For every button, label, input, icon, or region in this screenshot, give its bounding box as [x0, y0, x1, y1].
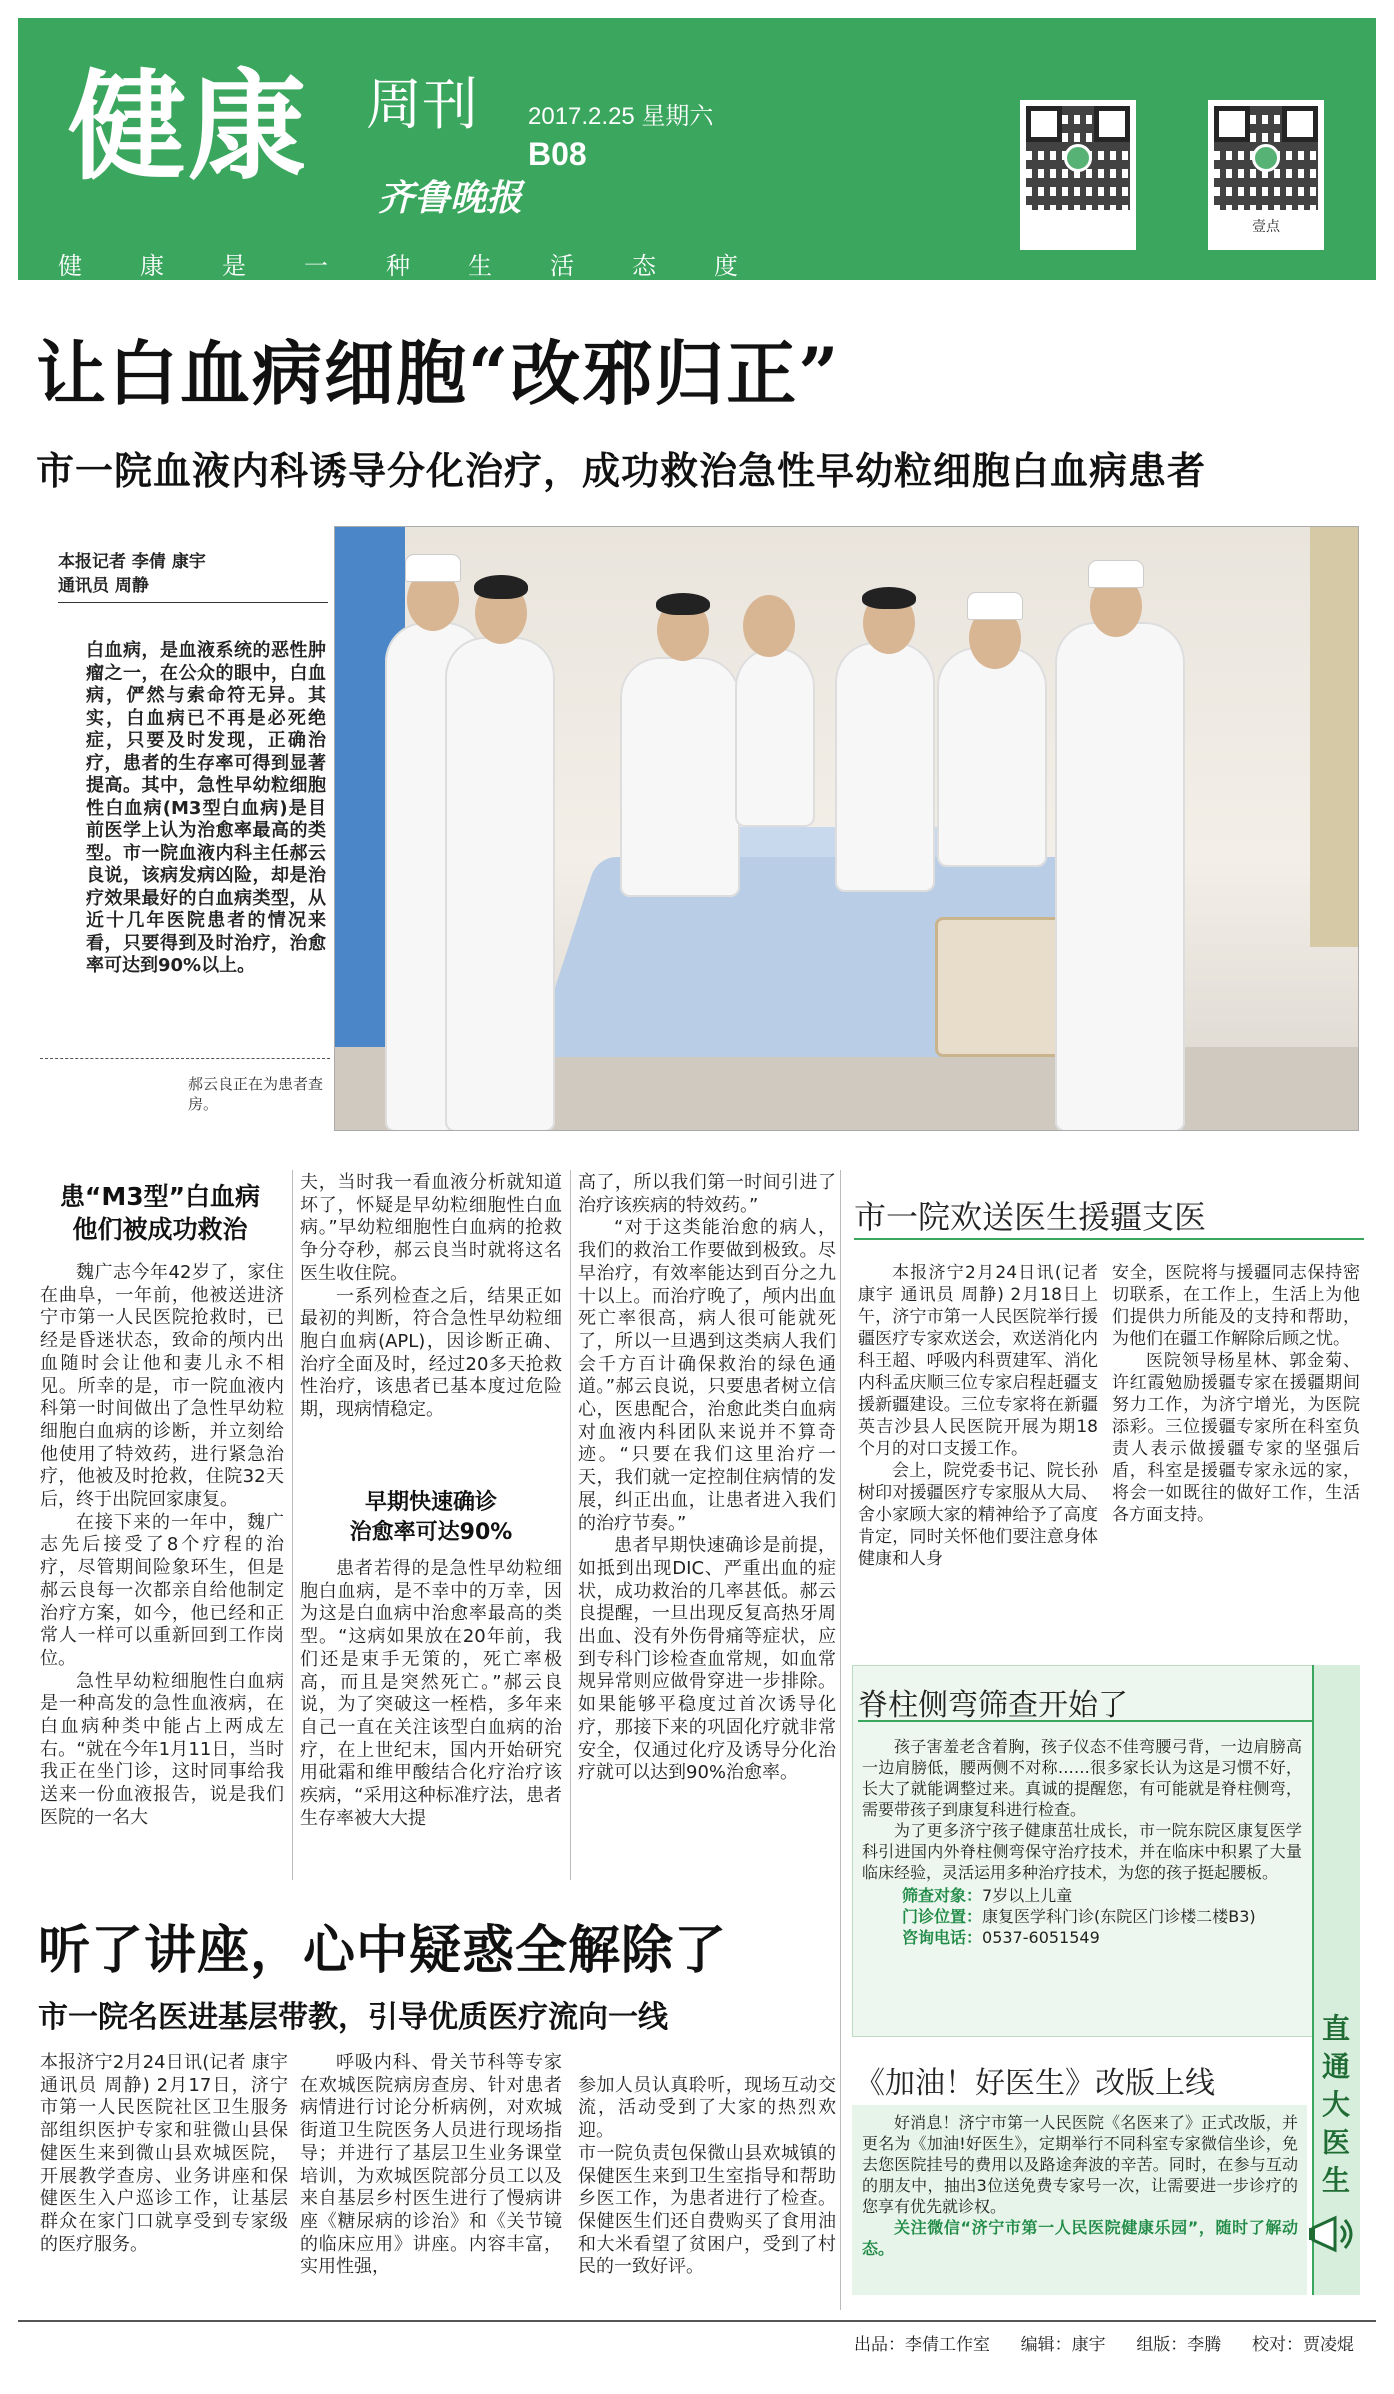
xinjiang-news-title: 市一院欢送医生援疆支医 — [854, 1198, 1207, 1236]
paragraph: 为了更多济宁孩子健康茁壮成长，市一院东院区康复医学科引进国内外脊柱侧弯保守治疗技术，并在临床中积累了大量临床经验，灵活运用多种治疗技术，为您的孩子挺起腰板。 — [862, 1821, 1302, 1882]
paragraph: 好消息！济宁市第一人民医院《名医来了》正式改版，并更名为《加油!好医生》，定期举行不同科室专家微信坐诊，免去您医院挂号的费用以及路途奔波的辛苦。同时，在参与互动的朋友中，抽出3位送免费专家号一次，让需要进一步诊疗的您享有优先就诊权。 — [862, 2113, 1298, 2216]
ward-round-photo — [334, 526, 1359, 1131]
article-column-1 — [40, 1262, 284, 1830]
megaphone-icon — [1305, 2206, 1361, 2262]
label: 门诊位置： — [902, 1907, 983, 1926]
divider — [40, 1058, 330, 1059]
paragraph: 本报济宁2月24日讯(记者 康宇 通讯员 周静) 2月17日，济宁市第一人民医院社区卫生服务部组织医护专家和驻微山县保健医生来到微山县欢城医院，开展教学查房、业务讲座和保健医生入户巡诊工作，让基层群众在家门口就享受到专家级的医疗服务。 — [40, 2052, 288, 2255]
credit-layout: 组版：李腾 — [1136, 2335, 1222, 2355]
jiayou-body — [862, 2112, 1298, 2259]
intro-paragraph: 白血病，是血液系统的恶性肿瘤之一，在公众的眼中，白血病，俨然与索命符无异。其实，白血病已不再是必死绝症，只要及时发现，正确治疗，患者的生存率可得到显著提高。其中，急性早幼粒细胞性白血病(M3型白血病)是目前医学上认为治愈率最高的类型。市一院血液内科主任郝云良说，该病发病凶险，却是治疗效果最好的白血病类型，从近十几年医院患者的情况来看，只要得到及时治疗，治愈率可达到90%以上。 — [86, 640, 326, 976]
jiayou-title: 《加油！好医生》改版上线 — [855, 2066, 1215, 2101]
qr-pattern-icon — [1026, 106, 1130, 210]
clinic-location — [862, 1906, 1302, 1927]
masthead-brand: 健康 — [68, 57, 309, 196]
lecture-column-1 — [40, 2052, 288, 2256]
credit-proofreader: 校对：贾凌焜 — [1251, 2335, 1354, 2355]
screening-target — [862, 1885, 1302, 1906]
label: 咨询电话： — [902, 1928, 983, 1947]
byline-correspondent: 通讯员 周静 — [58, 576, 149, 596]
slogan-char: 活 — [550, 252, 574, 280]
paragraph: 夫，当时我一看血液分析就知道坏了，怀疑是早幼粒细胞性白血病。”早幼粒细胞性白血病的抢救争分夺秒，郝云良当时就将这名医生收住院。 — [300, 1172, 562, 1284]
article-column-2 — [300, 1172, 562, 1422]
slogan-char: 度 — [714, 252, 738, 280]
article-column-3 — [578, 1172, 836, 1785]
section-subtitle: 患“M3型”白血病 他们被成功救治 — [59, 1182, 261, 1244]
tab-char: 大 — [1321, 2088, 1350, 2121]
xinjiang-column-1 — [858, 1262, 1098, 1570]
credit-editor: 编辑：康宇 — [1020, 2335, 1106, 2355]
qr-code-wechat[interactable] — [1020, 100, 1136, 250]
slogan-char: 健 — [58, 252, 82, 280]
qr-code-app[interactable] — [1208, 100, 1324, 250]
paragraph: 医院领导杨星林、郭金菊、许红霞勉励援疆专家在援疆期间努力工作，为济宁增光，为医院添彩。三位援疆专家所在科室负责人表示做援疆专家的坚强后盾，科室是援疆专家永远的家，将会一如既往的做好工作，生活各方面支持。 — [1112, 1351, 1360, 1525]
column-divider — [840, 1170, 841, 2310]
side-tab — [1312, 1665, 1360, 2295]
paragraph: 急性早幼粒细胞性白血病是一种高发的急性血液病，在白血病种类中能占上两成左右。“就在今年1月11日，当时我正在坐门诊，这时同事给我送来一份血液报告，说是我们医院的一名大 — [40, 1670, 284, 1828]
paragraph: 魏广志今年42岁了，家住在曲阜，一年前，他被送进济宁市第一人民医院抢救时，已经是昏迷状态，致命的颅内出血随时会让他和妻儿永不相见。所幸的是，市一院血液内科第一时间做出了急性早幼粒细胞白血病的诊断，并立刻给他使用了特效药，进行紧急治疗，他被及时抢救，住院32天后，终于出院回家康复。 — [40, 1262, 284, 1511]
scoliosis-body — [862, 1736, 1302, 1948]
lecture-column-2 — [300, 2052, 562, 2279]
value: 0537-6051549 — [982, 1928, 1100, 1947]
lecture-headline: 听了讲座，心中疑惑全解除了 — [38, 1921, 728, 1981]
paragraph: 一系列检查之后，结果正如最初的判断，符合急性早幼粒细胞白血病(APL)，因诊断正确、治疗全面及时，经过20多天抢救性治疗，该患者已基本度过危险期，现病情稳定。 — [300, 1285, 562, 1421]
lecture-column-3 — [578, 2052, 836, 2302]
slogan-char: 种 — [386, 252, 410, 280]
main-headline: 让白血病细胞“改邪归正” — [36, 332, 841, 415]
tab-char: 直 — [1321, 2012, 1350, 2045]
divider — [18, 2320, 1376, 2322]
divider — [854, 1238, 1364, 1240]
slogan-char: 生 — [468, 252, 492, 280]
paper-name: 齐鲁晚报 — [378, 177, 523, 219]
divider — [58, 602, 328, 603]
qr-pattern-icon — [1214, 106, 1318, 210]
masthead-weekly: 周刊 — [366, 73, 478, 138]
lecture-subheadline: 市一院名医进基层带教，引导优质医疗流向一线 — [38, 2000, 668, 2035]
value: 康复医学科门诊(东院区门诊楼二楼B3) — [982, 1907, 1256, 1926]
divider — [858, 1720, 1346, 1722]
qr-caption: 壹点 — [1252, 219, 1280, 235]
section-subtitle: 早期快速确诊 治愈率可达90% — [349, 1490, 513, 1545]
issue-date: 2017.2.25 星期六 — [528, 103, 714, 130]
slogan-char: 态 — [632, 252, 656, 280]
side-tab-text — [1318, 2010, 1354, 2200]
paragraph: 孩子害羞老含着胸，孩子仪态不佳弯腰弓背，一边肩膀高一边肩膀低，腰两侧不对称……很多家长认为这是习惯不好，长大了就能调整过来。真诚的提醒您，有可能就是脊柱侧弯，需要带孩子到康复科进行检查。 — [862, 1737, 1302, 1819]
article-column-2b — [300, 1558, 562, 1830]
tab-char: 医 — [1321, 2126, 1350, 2159]
paragraph: 呼吸内科、骨关节科等专家在欢城医院病房查房、针对患者病情进行讨论分析病例，对欢城街道卫生院医务人员进行现场指导；并进行了基层卫生业务课堂培训，为欢城医院部分员工以及来自基层乡村医生进行了慢病讲座《糖尿病的诊治》和《关节镜的临床应用》讲座。内容丰富，实用性强， — [300, 2052, 562, 2278]
column-divider — [292, 1170, 293, 1880]
paragraph: 参加人员认真聆听，现场互动交流，活动受到了大家的热烈欢迎。 市一院负责包保微山县欢城镇的保健医生来到卫生室指导和帮助乡医工作，为患者进行了检查。保健医生们还自费购买了食用油和大米看望了贫困户，受到了村民的一致好评。 — [578, 2074, 836, 2278]
tab-char: 生 — [1321, 2164, 1350, 2197]
paragraph: 会上，院党委书记、院长孙树印对援疆医疗专家服从大局、舍小家顾大家的精神给予了高度肯定，同时关怀他们要注意身体健康和人身 — [858, 1461, 1098, 1569]
paragraph: 本报济宁2月24日讯(记者 康宇 通讯员 周静) 2月18日上午，济宁市第一人民医院举行援疆医疗专家欢送会，欢送消化内科王超、呼吸内科贾建军、消化内科孟庆顺三位专家启程赶疆支援新疆建设。三位专家将在新疆英吉沙县人民医院开展为期18个月的对口支援工作。 — [858, 1263, 1098, 1459]
slogan-char: 是 — [222, 252, 246, 280]
page-number: B08 — [528, 136, 587, 172]
consult-phone — [862, 1927, 1302, 1948]
paragraph: 在接下来的一年中，魏广志先后接受了8个疗程的治疗，尽管期间险象环生，但是郝云良每一次都亲自给他制定治疗方案，如今，他已经和正常人一样可以重新回到工作岗位。 — [40, 1511, 284, 1669]
masthead-slogan — [58, 246, 738, 281]
slogan-char: 一 — [304, 252, 328, 280]
credits-footer — [854, 2330, 1354, 2355]
value: 7岁以上儿童 — [982, 1886, 1073, 1905]
credit-producer: 出品：李倩工作室 — [854, 2335, 990, 2355]
slogan-char: 康 — [140, 252, 164, 280]
paragraph: 安全，医院将与援疆同志保持密切联系，在工作上，生活上为他们提供力所能及的支持和帮助，为他们在疆工作解除后顾之忧。 — [1112, 1263, 1360, 1349]
label: 筛查对象： — [902, 1886, 983, 1905]
paragraph: 患者若得的是急性早幼粒细胞白血病，是不幸中的万幸，因为这是白血病中治愈率最高的类型。“这病如果放在20年前，我们还是束手无策的，死亡率极高，而且是突然死亡。”郝云良说，为了突破这一桎梏，多年来自己一直在关注该型白血病的治疗，在上世纪末，国内开始研究用砒霜和维甲酸结合化疗治疗该疾病，“采用这种标准疗法，患者生存率被大大提 — [300, 1558, 562, 1829]
paragraph: 高了，所以我们第一时间引进了治疗该疾病的特效药。” — [578, 1172, 836, 1216]
paragraph: 患者早期快速确诊是前提，如抵到出现DIC、严重出血的症状，成功救治的几率甚低。郝云良提醒，一旦出现反复高热牙周出血、没有外伤骨痛等症状，应到专科门诊检查血常规，如血常规异常则应做骨穿进一步排除。如果能够平稳度过首次诱导化疗，那接下来的巩固化疗就非常安全，仅通过化疗及诱导分化治疗就可以达到90%治愈率。 — [578, 1535, 836, 1784]
tab-char: 通 — [1321, 2050, 1350, 2083]
byline-reporters: 本报记者 李倩 康宇 — [58, 552, 206, 572]
main-subheadline: 市一院血液内科诱导分化治疗，成功救治急性早幼粒细胞白血病患者 — [36, 449, 1207, 493]
photo-caption: 郝云良正在为患者查房。 — [188, 1075, 324, 1113]
byline — [58, 550, 206, 598]
masthead — [18, 18, 1376, 280]
xinjiang-column-2 — [1112, 1262, 1360, 1526]
column-divider — [570, 1170, 571, 1880]
scoliosis-title: 脊柱侧弯筛查开始了 — [858, 1688, 1128, 1723]
follow-wechat: 关注微信“济宁市第一人民医院健康乐园”，随时了解动态。 — [862, 2218, 1298, 2258]
paragraph: “对于这类能治愈的病人，我们的救治工作要做到极致。尽早治疗，有效率能达到百分之九十以上。而治疗晚了，颅内出血死亡率很高，病人很可能就死了，所以一旦遇到这类病人我们会千方百计确保救治的绿色通道。”郝云良说，只要患者树立信心，医患配合，治愈此类白血病对血液内科团队来说并不算奇迹。“只要在我们这里治疗一天，我们就一定控制住病情的发展，纠正出血，让患者进入我们的治疗节奏。” — [578, 1217, 836, 1534]
